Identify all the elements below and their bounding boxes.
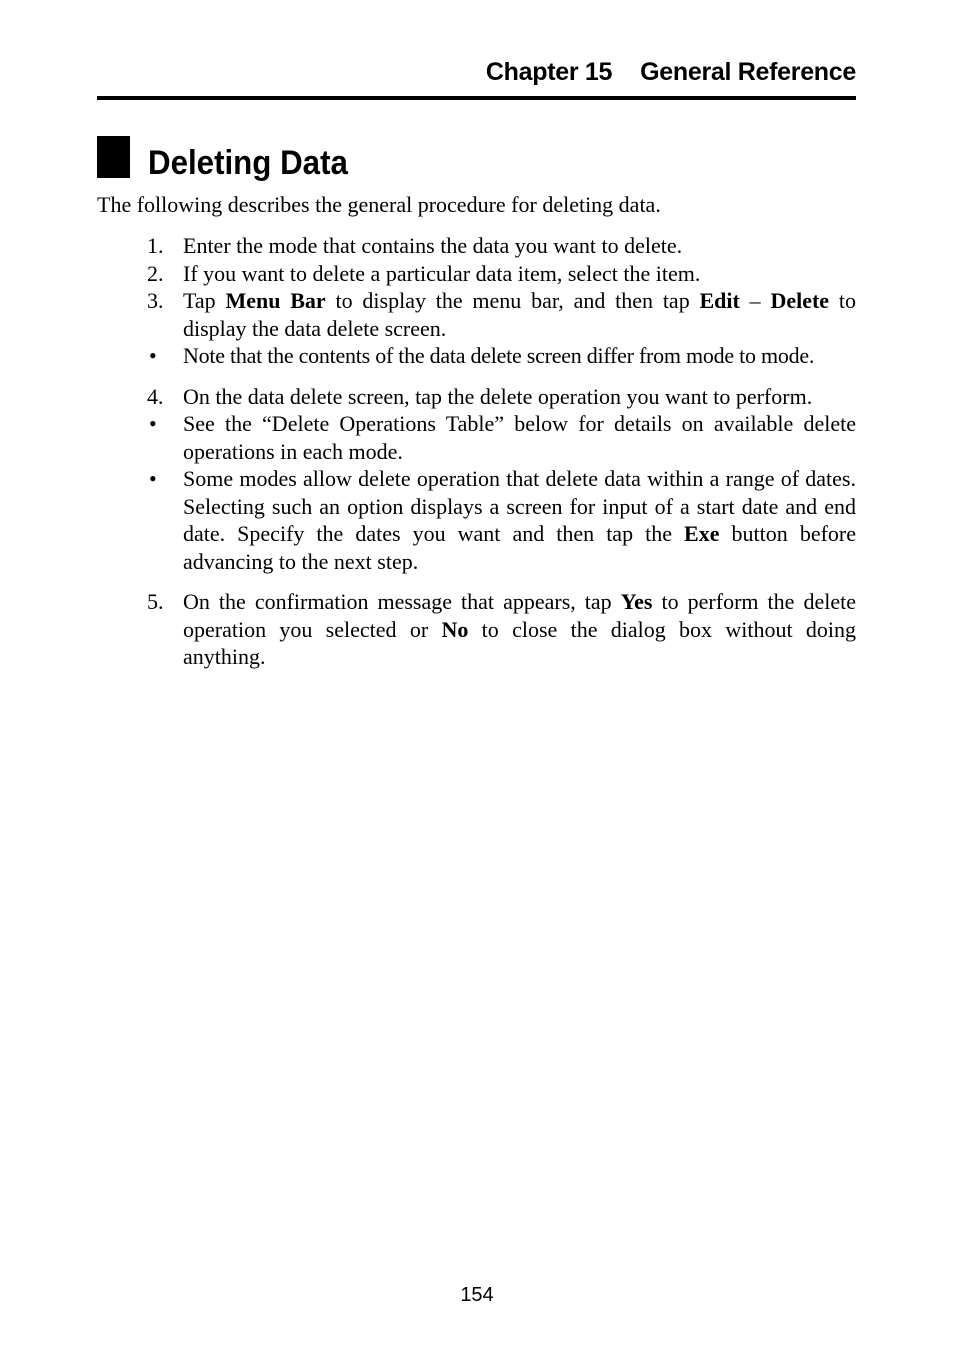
menu-bar-term: Menu Bar [225, 288, 326, 313]
note-text: Some modes allow delete operation that delete data within a range of dates. Selecting such an option displays a screen for input of a start date and end date. Specify the dates you want and then tap the Exe button before advancing to the next step. [183, 466, 856, 574]
bullet-icon: • [149, 466, 157, 491]
chapter-number: Chapter 15 [485, 58, 613, 86]
note-text: Note that the contents of the data delete screen differ from mode to mode. [183, 343, 815, 368]
step-number: 1. [147, 233, 164, 258]
step-3 [97, 287, 856, 342]
running-header [97, 58, 856, 87]
step-1 [97, 232, 856, 260]
exe-term: Exe [684, 521, 720, 546]
step-4-note-2 [97, 465, 856, 575]
header-rule [97, 96, 856, 100]
step-2 [97, 260, 856, 288]
step-number: 5. [147, 589, 164, 614]
step-3-note [97, 342, 856, 370]
step-number: 4. [147, 383, 164, 409]
procedure-steps [97, 232, 856, 671]
note-text: See the “Delete Operations Table” below for details on available delete operations in each mode. [183, 411, 856, 464]
step-text: Tap Menu Bar to display the menu bar, and then tap Edit – Delete to display the data delete screen. [183, 288, 856, 341]
page-number: 154 [460, 1284, 494, 1306]
step-text: Enter the mode that contains the data you want to delete. [183, 233, 683, 258]
step-text: On the data delete screen, tap the delete operation you want to perform. [183, 383, 813, 409]
intro-paragraph: The following describes the general procedure for deleting data. [97, 192, 661, 217]
step-number: 2. [147, 260, 164, 286]
no-term: No [441, 616, 469, 642]
yes-term: Yes [620, 589, 653, 614]
bullet-icon: • [149, 411, 157, 436]
bullet-icon: • [149, 343, 157, 368]
step-number: 3. [147, 288, 164, 313]
chapter-title: General Reference [640, 58, 856, 86]
step-5 [97, 588, 856, 671]
step-4 [97, 383, 856, 411]
step-text: On the confirmation message that appears, tap Yes to perform the delete operation you selected or No to close the dialog box without doing anything. [183, 589, 856, 669]
section-marker-icon [97, 136, 130, 178]
step-4-note-1 [97, 410, 856, 465]
delete-term: Delete [770, 288, 830, 313]
section-title: Deleting Data [148, 144, 348, 182]
step-text: If you want to delete a particular data item, select the item. [183, 260, 701, 286]
edit-term: Edit [699, 288, 740, 313]
